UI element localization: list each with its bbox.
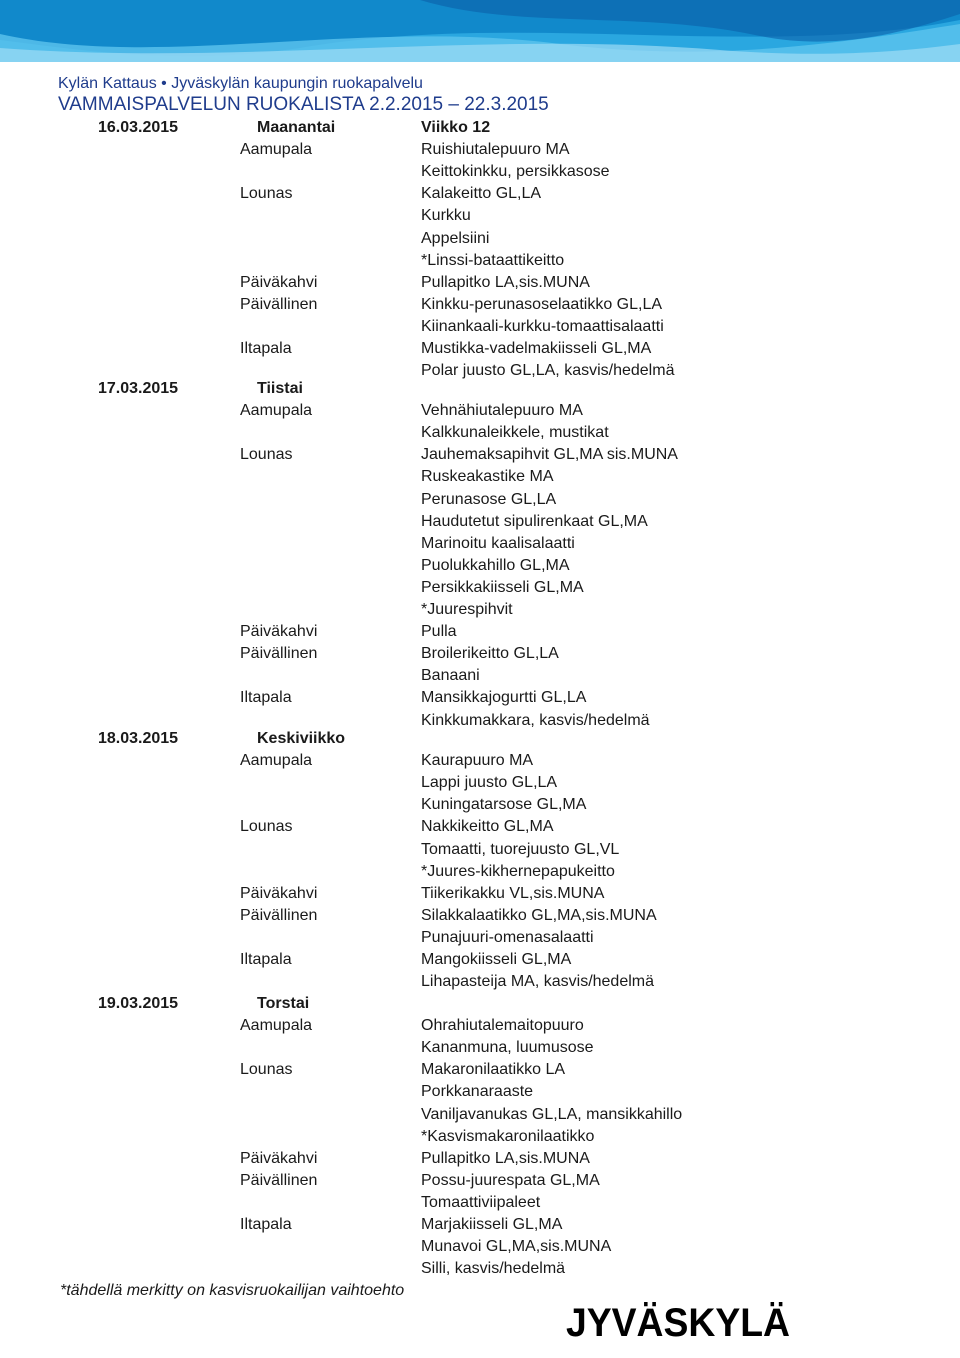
logo-wordmark: JYVÄSKYLÄ xyxy=(566,1301,790,1342)
menu-item: Kaurapuuro MA xyxy=(421,752,534,770)
menu-item: Kalkkunaleikkele, mustikat xyxy=(421,424,609,442)
menu-item: Kalakeitto GL,LA xyxy=(421,185,542,203)
meal-label: Päivällinen xyxy=(240,645,318,663)
menu-item: Porkkanaraaste xyxy=(421,1083,534,1101)
day-name: Maanantai xyxy=(257,119,336,136)
menu-item: Appelsiini xyxy=(421,229,490,247)
day-name: Keskiviikko xyxy=(257,730,346,747)
menu-item: Ruishiutalepuuro MA xyxy=(421,141,570,159)
menu-item: Marjakiisseli GL,MA xyxy=(421,1216,563,1233)
menu-item: Kiinankaali-kurkku-tomaattisalaatti xyxy=(421,317,664,335)
day-date: 16.03.2015 xyxy=(98,119,179,136)
menu-item: Punajuuri-omenasalaatti xyxy=(421,928,594,946)
menu-item: Polar juusto GL,LA, kasvis/hedelmä xyxy=(421,362,675,380)
meal-label: Päiväkahvi xyxy=(240,623,318,641)
day-name: Torstai xyxy=(257,995,310,1012)
menu-item: Haudutetut sipulirenkaat GL,MA xyxy=(421,512,648,530)
menu-item: Tomaatti, tuorejuusto GL,VL xyxy=(421,840,620,858)
vegetarian-footnote: *tähdellä merkitty on kasvisruokailijan vaihtoehto xyxy=(60,1282,405,1299)
meal-label: Päiväkahvi xyxy=(240,884,318,902)
menu-item: Marinoitu kaalisalaatti xyxy=(421,534,575,552)
jyvaskyla-logo xyxy=(566,1298,792,1342)
menu-item: Vaniljavanukas GL,LA, mansikkahillo xyxy=(421,1105,683,1123)
organization-line: Kylän Kattaus • Jyväskylän kaupungin ruokapalvelu xyxy=(58,75,423,92)
meal-label: Lounas xyxy=(240,446,293,464)
meal-label: Lounas xyxy=(240,185,293,203)
menu-item: Mangokiisseli GL,MA xyxy=(421,951,572,968)
menu-item: *Kasvismakaronilaatikko xyxy=(421,1127,595,1145)
meal-label: Aamupala xyxy=(240,402,313,420)
menu-item: Ohrahiutalemaitopuuro xyxy=(421,1017,584,1035)
day-date: 17.03.2015 xyxy=(98,380,179,397)
menu-item: Keittokinkku, persikkasose xyxy=(421,163,610,181)
menu-item: Banaani xyxy=(421,667,480,685)
menu-item: Kinkku-perunasoselaatikko GL,LA xyxy=(421,295,663,313)
meal-label: Päiväkahvi xyxy=(240,1149,318,1167)
meal-label: Päivällinen xyxy=(240,906,318,924)
menu-item: Pulla xyxy=(421,623,457,641)
menu-item: Persikkakiisseli GL,MA xyxy=(421,578,584,596)
day-date: 19.03.2015 xyxy=(98,995,179,1012)
menu-item: Pullapitko LA,sis.MUNA xyxy=(421,1149,590,1167)
menu-item: Puolukkahillo GL,MA xyxy=(421,556,570,574)
menu-item: Makaronilaatikko LA xyxy=(421,1061,566,1079)
menu-item: Munavoi GL,MA,sis.MUNA xyxy=(421,1238,612,1256)
meal-label: Aamupala xyxy=(240,752,313,770)
menu-item: Mustikka-vadelmakiisseli GL,MA xyxy=(421,340,652,357)
menu-item: Mansikkajogurtti GL,LA xyxy=(421,689,587,707)
meal-label: Lounas xyxy=(240,1061,293,1079)
meal-label: Päiväkahvi xyxy=(240,273,318,291)
menu-title: VAMMAISPALVELUN RUOKALISTA 2.2.2015 – 22.3.2015 xyxy=(58,94,549,115)
meal-label: Päivällinen xyxy=(240,295,318,313)
week-number: Viikko 12 xyxy=(421,119,491,136)
menu-item: Vehnähiutalepuuro MA xyxy=(421,402,583,420)
menu-item: *Juures-kikhernepapukeitto xyxy=(421,862,615,880)
menu-item: Pullapitko LA,sis.MUNA xyxy=(421,273,590,291)
menu-item: Lappi juusto GL,LA xyxy=(421,774,558,792)
menu-item: Ruskeakastike MA xyxy=(421,468,554,486)
day-date: 18.03.2015 xyxy=(98,730,179,747)
menu-item: Silli, kasvis/hedelmä xyxy=(421,1260,566,1278)
menu-item: Tomaattiviipaleet xyxy=(421,1193,541,1211)
menu-item: Nakkikeitto GL,MA xyxy=(421,818,554,836)
meal-label: Päivällinen xyxy=(240,1171,318,1189)
menu-item: Possu-juurespata GL,MA xyxy=(421,1171,600,1189)
menu-item: Tiikerikakku VL,sis.MUNA xyxy=(421,884,605,902)
menu-item: Kananmuna, luumusose xyxy=(421,1039,594,1057)
meal-label: Iltapala xyxy=(240,1216,292,1233)
menu-item: Broilerikeitto GL,LA xyxy=(421,645,559,663)
meal-label: Iltapala xyxy=(240,689,292,707)
meal-label: Aamupala xyxy=(240,141,313,159)
menu-item: *Linssi-bataattikeitto xyxy=(421,251,565,269)
menu-item: Kuningatarsose GL,MA xyxy=(421,796,587,814)
menu-item: Silakkalaatikko GL,MA,sis.MUNA xyxy=(421,906,657,924)
menu-item: Kinkkumakkara, kasvis/hedelmä xyxy=(421,711,650,729)
menu-item: *Juurespihvit xyxy=(421,601,513,618)
menu-item: Jauhemaksapihvit GL,MA sis.MUNA xyxy=(421,446,678,464)
meal-label: Aamupala xyxy=(240,1017,313,1035)
meal-label: Lounas xyxy=(240,818,293,836)
menu-item: Lihapasteija MA, kasvis/hedelmä xyxy=(421,973,655,991)
menu-item: Kurkku xyxy=(421,207,471,225)
day-name: Tiistai xyxy=(257,380,303,397)
menu-item: Perunasose GL,LA xyxy=(421,490,557,508)
meal-label: Iltapala xyxy=(240,951,292,968)
meal-label: Iltapala xyxy=(240,340,292,357)
